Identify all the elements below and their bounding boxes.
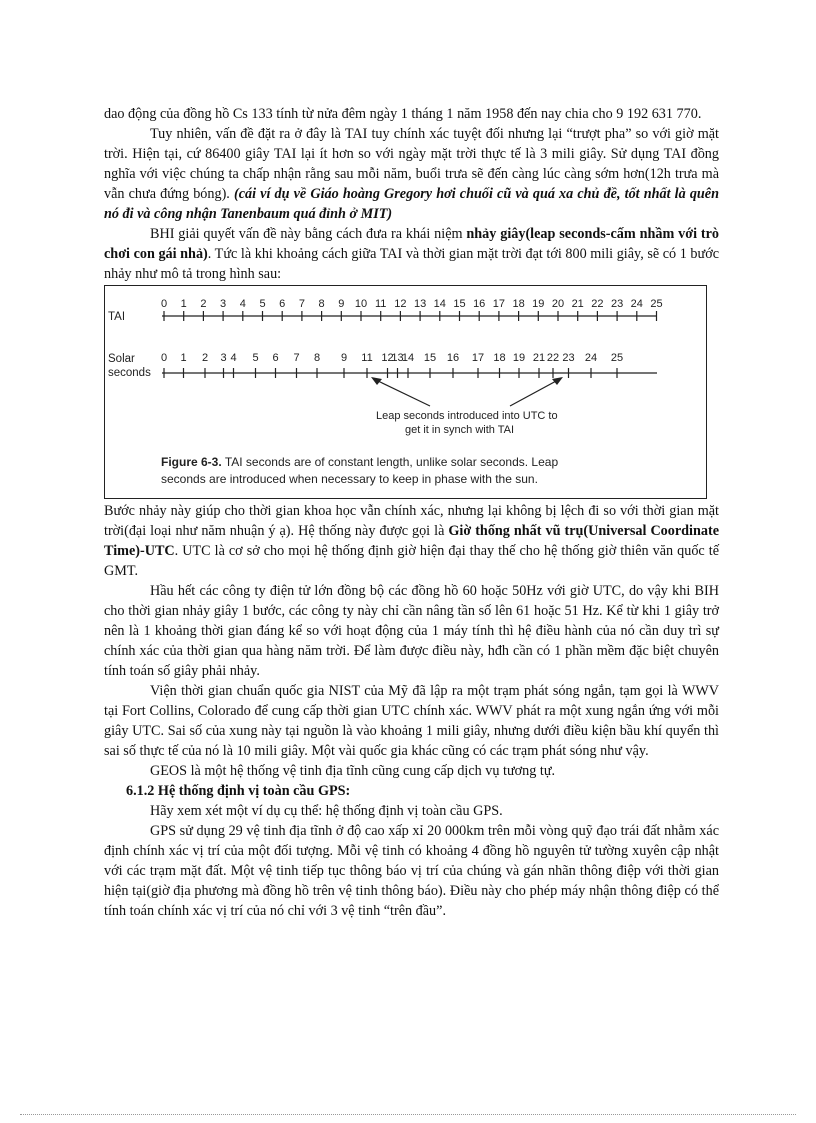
solar-tick-label: 3 [220, 352, 227, 364]
tai-tick-label: 8 [318, 298, 325, 310]
solar-tick-label: 11 [361, 352, 373, 364]
utc-term: Giờ thống nhất vũ trụ(Universal Coordinate Time)-UTC [104, 523, 720, 559]
page-bottom-border [20, 1114, 796, 1115]
tai-tick-label: 16 [473, 298, 486, 310]
solar-tick-label: 8 [313, 352, 321, 364]
leap-annotation-line2: get it in synch with TAI [405, 424, 515, 436]
tai-tick-label: 9 [338, 298, 345, 310]
paragraph-3 [104, 224, 719, 284]
tai-tick-label: 22 [591, 298, 604, 310]
solar-tick-label: 1 [180, 352, 187, 364]
tai-tick-label: 4 [239, 298, 246, 310]
solar-axis-label-line1: Solar [108, 353, 135, 365]
tai-tick-label: 15 [453, 298, 466, 310]
tai-tick-label: 7 [298, 298, 305, 310]
paragraph-2 [104, 124, 719, 224]
tai-tick-label: 25 [650, 298, 663, 310]
solar-tick-label: 23 [562, 352, 575, 364]
solar-tick-label: 17 [471, 352, 485, 364]
tai-tick-label: 12 [394, 298, 407, 310]
solar-tick-label: 0 [160, 352, 168, 364]
solar-tick-label: 13 [391, 352, 404, 364]
tai-tick-label: 3 [220, 298, 227, 310]
tai-tick-label: 1 [180, 298, 187, 310]
figure-caption-label: Figure 6-3. [161, 455, 222, 469]
figure-6-3 [104, 285, 707, 499]
solar-tick-label: 24 [584, 352, 598, 364]
figure-caption-text: TAI seconds are of constant length, unlike solar seconds. Leap seconds are introduced when necessary to keep in phase with the sun. [161, 455, 559, 486]
tai-tick-label: 0 [160, 298, 168, 310]
solar-tick-label: 4 [230, 352, 237, 364]
solar-tick-label: 18 [493, 352, 506, 364]
solar-ticks [161, 352, 623, 378]
document-page [104, 104, 719, 921]
paragraph-2-italic-note: (cái ví dụ về Giáo hoàng Gregory hơi chuối cũ và quá xa chủ đề, tốt nhất là quên nó đi và công nhận Tanenbaum quá đỉnh ở MIT) [104, 186, 719, 222]
solar-tick-label: 22 [546, 352, 560, 364]
tai-tick-label: 14 [433, 298, 446, 310]
tai-tick-label: 18 [512, 298, 525, 310]
solar-tick-label: 2 [201, 352, 209, 364]
paragraph-4-end: . UTC là cơ sở cho mọi hệ thống định giờ hiện đại thay thế cho hệ thống giờ thiên văn quốc tế GMT. [104, 543, 719, 579]
tai-tick-label: 10 [354, 298, 368, 310]
solar-tick-label: 19 [512, 352, 526, 364]
tai-tick-label: 2 [200, 298, 207, 310]
tai-tick-label: 5 [259, 298, 266, 310]
solar-tick-label: 12 [381, 352, 394, 364]
solar-tick-label: 16 [446, 352, 460, 364]
paragraph-1: dao động của đồng hồ Cs 133 tính từ nửa đêm ngày 1 tháng 1 năm 1958 đến nay chia cho 9 192 631 770. [104, 106, 702, 122]
leap-arrowhead-right [552, 377, 563, 385]
leap-annotation-line1: Leap seconds introduced into UTC to [376, 410, 558, 422]
tai-tick-label: 20 [551, 298, 565, 310]
tai-tick-label: 21 [571, 298, 584, 310]
paragraph-4-start: Bước nhảy này giúp cho thời gian khoa học vẫn chính xác, nhưng lại không bị lệch đi so với thời gian mặt trời(đại loại như năm nhuận ý ạ). Hệ thống này được gọi là [104, 503, 719, 539]
leap-seconds-term: nhảy giây(leap seconds-cấm nhầm với trò chơi con gái nhả) [104, 226, 719, 262]
paragraph-6: Viện thời gian chuẩn quốc gia NIST của Mỹ đã lập ra một trạm phát sóng ngắn, tạm gọi là WWV tại Fort Collins, Colorado để cung cấp thời gian UTC chính xác. WWV phát ra một xung ngắn ứng với mỗi giây UTC. Sai số của xung này tại nguồn là vào khoảng 1 mili giây, nhưng dưới điều kiện bầu khí quyển thì sai số thực tế của nó là 10 mili giây. Một vài quốc gia khác cũng có các trạm phát sóng như vậy. [104, 683, 719, 759]
solar-tick-label: 21 [532, 352, 546, 364]
tai-tick-label: 24 [630, 298, 643, 310]
leap-arrowhead-left [371, 377, 382, 385]
paragraph-4 [104, 501, 719, 581]
section-heading: 6.1.2 Hệ thống định vị toàn cầu GPS: [126, 783, 351, 799]
tai-tick-label: 17 [492, 298, 506, 310]
paragraph-8: Hãy xem xét một ví dụ cụ thể: hệ thống định vị toàn cầu GPS. [150, 803, 503, 819]
solar-tick-label: 9 [340, 352, 348, 364]
solar-tick-label: 6 [272, 352, 279, 364]
solar-tick-label: 5 [252, 352, 259, 364]
leap-arrow-right [510, 380, 558, 406]
leap-arrow-left [376, 380, 430, 406]
solar-axis-label-line2: seconds [108, 367, 151, 379]
tai-axis-label: TAI [108, 311, 126, 323]
tai-ticks [161, 298, 663, 321]
tai-tick-label: 6 [279, 298, 286, 310]
paragraph-2-text: Tuy nhiên, vấn đề đặt ra ở đây là TAI tuy chính xác tuyệt đối nhưng lại “trượt pha” so với giờ mặt trời. Hiện tại, cứ 86400 giây TAI lại ít hơn so với ngày mặt trời thực tế là 3 mili giây. Sử dụng TAI đồng nghĩa với việc chúng ta chấp nhận rằng sau mỗi năm, buổi trưa sẽ đến càng lúc càng sớm hơn(12h trưa mà vẫn chưa đứng bóng). [104, 126, 719, 202]
paragraph-3-start: BHI giải quyết vấn đề này bằng cách đưa ra khái niệm [150, 226, 463, 242]
solar-tick-label: 25 [610, 352, 624, 364]
paragraph-9: GPS sử dụng 29 vệ tinh địa tĩnh ở độ cao xấp xỉ 20 000km trên mỗi vòng quỹ đạo trái đất nhằm xác định chính xác vị trí của một đối tượng. Mỗi vệ tinh có khoảng 4 đồng hồ nguyên tử tường xuyên cập nhật với các trạm mặt đất. Một vệ tinh tiếp tục thông báo vị trí của chúng và gán nhãn thông điệp với thời gian hiện tại(giờ địa phương mà đồng hồ trên vệ tinh thông báo). Điều này cho phép máy nhận thông điệp có thể tính toán chính xác vị trí của nó chỉ với 3 vệ tinh “trên đầu”. [104, 823, 719, 919]
figure-caption [161, 454, 601, 488]
solar-tick-label: 7 [293, 352, 300, 364]
paragraph-3-end: . Tức là khi khoảng cách giữa TAI và thời gian mặt trời đạt tới 800 mili giây, sẽ có 1 bước nhảy như mô tả trong hình sau: [104, 246, 720, 282]
tai-tick-label: 13 [413, 298, 427, 310]
paragraph-5: Hầu hết các công ty điện tử lớn đồng bộ các đồng hồ 60 hoặc 50Hz với giờ UTC, do vậy khi BIH cho thời gian nhảy giây 1 bước, các công ty này chỉ cần nâng tần số lên 61 hoặc 51 Hz. Kể từ khi 1 giây trở nên là 1 khoảng thời gian đáng kể so với hoạt động của 1 máy tính thì hệ điều hành của nó cần duy trì sự chính xác của thời gian qua hàng năm trời. Để làm được điều này, hđh cần có 1 phần mềm đặc biệt chuyên tính toán số giây phải nhảy. [104, 583, 719, 679]
tai-tick-label: 23 [610, 298, 624, 310]
solar-tick-label: 15 [423, 352, 437, 364]
tai-tick-label: 19 [532, 298, 545, 310]
tai-tick-label: 11 [374, 298, 387, 310]
solar-tick-label: 14 [401, 352, 415, 364]
paragraph-7: GEOS là một hệ thống vệ tinh địa tĩnh cũng cung cấp dịch vụ tương tự. [150, 763, 556, 779]
